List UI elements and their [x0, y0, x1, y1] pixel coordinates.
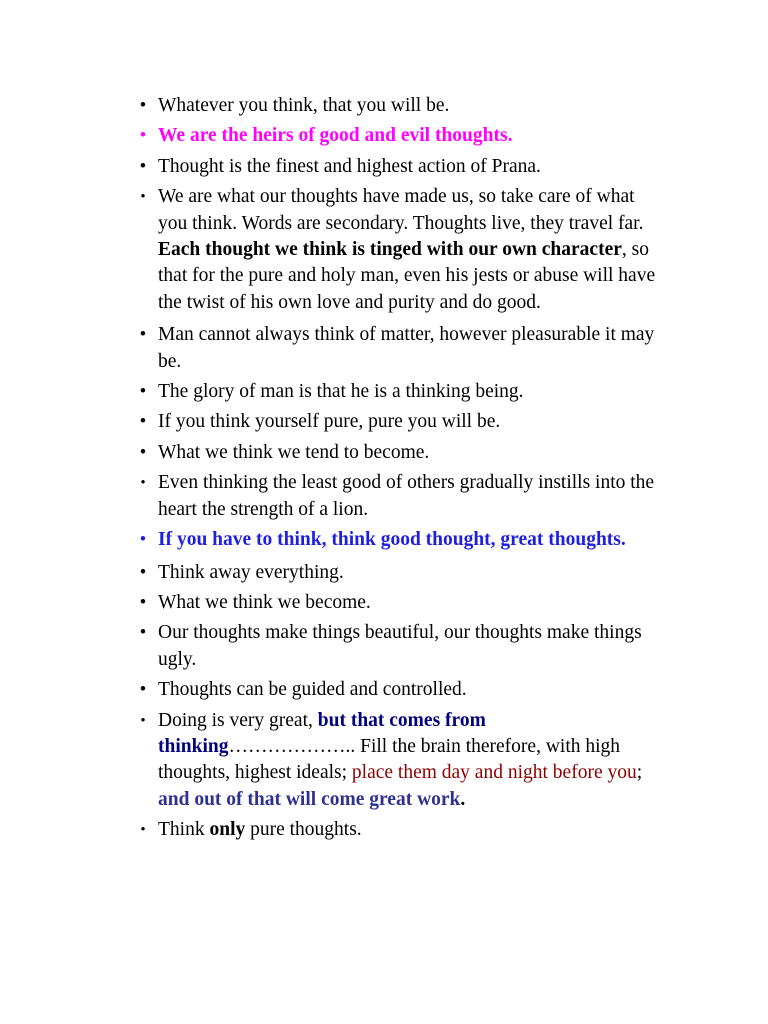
list-item	[139, 93, 663, 119]
bullet-icon: •	[139, 411, 147, 433]
bullet-icon: •	[139, 155, 147, 177]
list-item	[140, 184, 663, 316]
quote-text: and out of that will come great work	[158, 788, 461, 810]
bullet-icon: •	[140, 189, 146, 206]
bullet-icon: •	[139, 622, 147, 644]
quote-text: pure thoughts.	[245, 819, 362, 841]
quote-text: , so that for the pure and holy man, even his jests or abuse will have the twist of his own love and purity and do good.	[158, 239, 656, 313]
list-item	[139, 322, 663, 375]
list-item	[139, 590, 663, 616]
list-item	[139, 379, 663, 405]
quote-text: We are what our thoughts have made us, so take care of what you think. Words are secondary. Thoughts live, they travel far.	[158, 186, 644, 234]
bullet-icon: •	[139, 324, 147, 346]
list-item	[139, 677, 663, 703]
quote-text: Thought is the finest and highest action of Prana.	[158, 155, 541, 177]
bullet-icon: •	[139, 591, 147, 613]
list-item	[139, 527, 663, 553]
quote-text: What we think we become.	[158, 591, 371, 613]
quote-text: .	[460, 788, 466, 810]
list-item	[139, 620, 663, 673]
quote-text: Even thinking the least good of others gradually instills into the heart the strength of a lion.	[158, 472, 655, 520]
list-item	[139, 560, 663, 586]
bullet-icon: •	[140, 712, 146, 729]
quote-text: If you have to think, think good thought, great thoughts.	[158, 529, 626, 551]
quote-text: The glory of man is that he is a thinking being.	[158, 381, 524, 403]
quote-text: ;	[636, 762, 643, 784]
quote-text: ……………….. Fill the brain therefore, with high thoughts, highest ideals;	[158, 735, 621, 784]
quote-text: place them day and night before you	[351, 762, 637, 784]
list-item	[139, 409, 663, 435]
quote-text: If you think yourself pure, pure you will be.	[158, 411, 501, 433]
bullet-icon: •	[139, 529, 147, 551]
bullet-icon: •	[139, 381, 147, 403]
list-item	[140, 470, 663, 523]
list-item	[139, 154, 663, 180]
quote-text: We are the heirs of good and evil thoughts.	[158, 125, 513, 147]
quote-text: What we think we tend to become.	[158, 441, 430, 463]
list-item	[139, 123, 663, 149]
quote-text: Think away everything.	[158, 561, 344, 583]
quote-text: Doing is very great,	[158, 709, 318, 731]
bullet-icon: •	[140, 822, 146, 839]
quote-text: Each thought we think is tinged with our own character	[158, 239, 622, 261]
quote-text: Man cannot always think of matter, however pleasurable it may be.	[158, 324, 655, 372]
quote-text: Thoughts can be guided and controlled.	[158, 679, 467, 701]
quote-text: only	[209, 819, 246, 841]
list-item	[140, 817, 663, 843]
bullet-icon: •	[139, 561, 147, 583]
list-item	[140, 708, 663, 814]
quote-text: but that comes from thinking	[158, 709, 486, 757]
list-item	[139, 440, 663, 466]
quote-text: Whatever you think, that you will be.	[158, 95, 450, 116]
quote-text: Think	[158, 819, 210, 841]
bullet-icon: •	[139, 679, 147, 701]
bullet-icon: •	[140, 475, 146, 492]
bullet-icon: •	[139, 441, 147, 463]
quote-text: Our thoughts make things beautiful, our thoughts make things ugly.	[158, 622, 642, 670]
quote-list	[139, 93, 663, 844]
bullet-icon: •	[139, 95, 147, 116]
bullet-icon: •	[139, 125, 147, 147]
